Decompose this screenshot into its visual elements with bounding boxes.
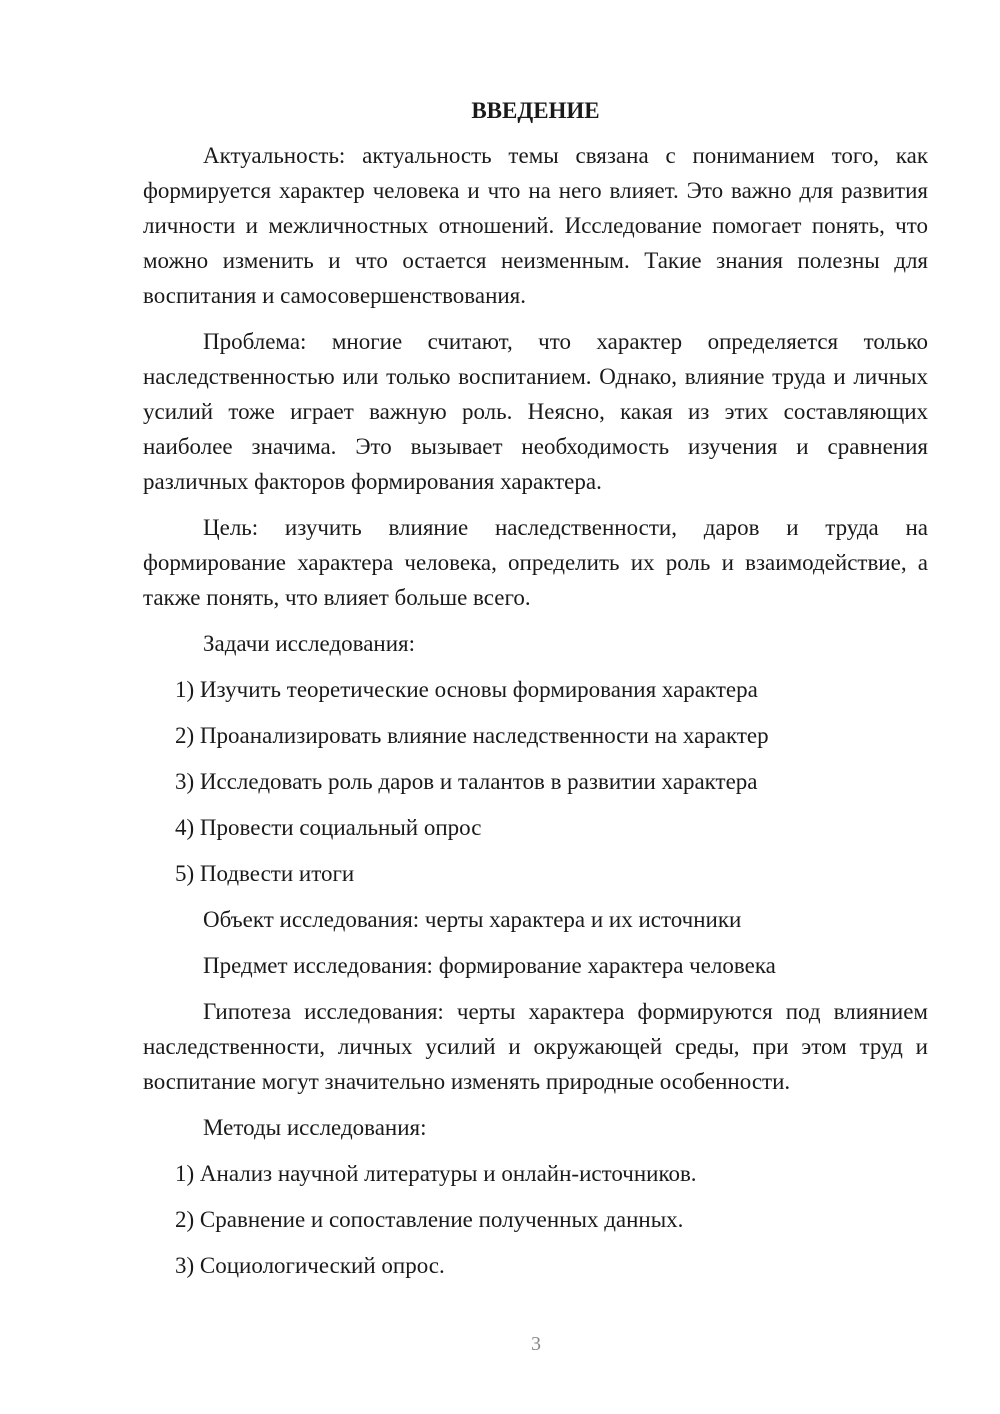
research-object: Объект исследования: черты характера и их источники — [203, 907, 742, 932]
method-item: 3) Социологический опрос. — [175, 1253, 445, 1278]
document-page — [143, 96, 928, 1294]
methods-heading: Методы исследования: — [203, 1115, 427, 1140]
problem-paragraph: Проблема: многие считают, что характер определяется только наследственностью или только воспитанием. Однако, влияние труда и личных усилий тоже играет важную роль. Неясно, какая из этих составляющих наиболее значима. Это вызывает необходимость изучения и сравнения различных факторов формирования характера. — [143, 329, 928, 494]
task-item: 1) Изучить теоретические основы формирования характера — [175, 677, 758, 702]
research-subject: Предмет исследования: формирование характера человека — [203, 953, 776, 978]
task-item: 2) Проанализировать влияние наследственности на характер — [175, 723, 769, 748]
task-item: 5) Подвести итоги — [175, 861, 355, 886]
method-item: 2) Сравнение и сопоставление полученных данных. — [175, 1207, 684, 1232]
task-item: 4) Провести социальный опрос — [175, 815, 482, 840]
goal-paragraph: Цель: изучить влияние наследственности, даров и труда на формирование характера человека, определить их роль и взаимодействие, а также понять, что влияет больше всего. — [143, 515, 928, 610]
method-item: 1) Анализ научной литературы и онлайн-источников. — [175, 1161, 697, 1186]
hypothesis-paragraph: Гипотеза исследования: черты характера формируются под влиянием наследственности, личных усилий и окружающей среды, при этом труд и воспитание могут значительно изменять природные особенности. — [143, 999, 928, 1094]
tasks-heading: Задачи исследования: — [203, 631, 416, 656]
page-number: 3 — [531, 1333, 541, 1355]
task-item: 3) Исследовать роль даров и талантов в развитии характера — [175, 769, 758, 794]
page-title: ВВЕДЕНИЕ — [471, 98, 600, 123]
relevance-paragraph: Актуальность: актуальность темы связана с пониманием того, как формируется характер человека и что на него влияет. Это важно для развития личности и межличностных отношений. Исследование помогает понять, что можно изменить и что остается неизменным. Такие знания полезны для воспитания и самосовершенствования. — [143, 143, 928, 308]
